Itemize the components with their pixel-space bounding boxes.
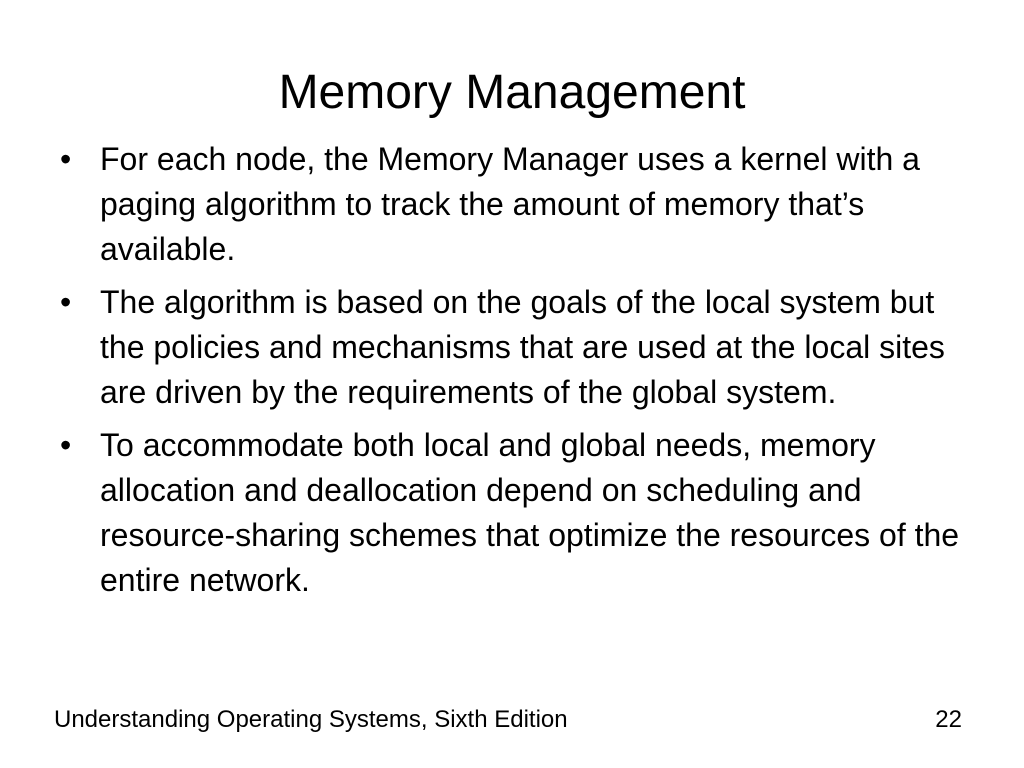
bullet-text: To accommodate both local and global needs, memory allocation and deallocation depend on scheduling and resource-sharing schemes that optimize the resources of the entire network. [100,427,960,598]
slide-title: Memory Management [278,66,746,119]
bullet-icon: • [60,284,72,320]
bullet-text: For each node, the Memory Manager uses a kernel with a paging algorithm to track the amount of memory that’s available. [100,141,920,267]
footer-source: Understanding Operating Systems, Sixth Edition [54,706,568,733]
bullet-list [56,137,976,611]
bullet-icon: • [60,141,72,177]
bullet-icon: • [60,427,72,463]
bullet-item [56,280,976,415]
bullet-item [56,423,976,603]
page-number: 22 [935,706,962,733]
bullet-item [56,137,976,272]
bullet-text: The algorithm is based on the goals of the local system but the policies and mechanisms that are used at the local sites are driven by the requirements of the global system. [100,284,945,410]
